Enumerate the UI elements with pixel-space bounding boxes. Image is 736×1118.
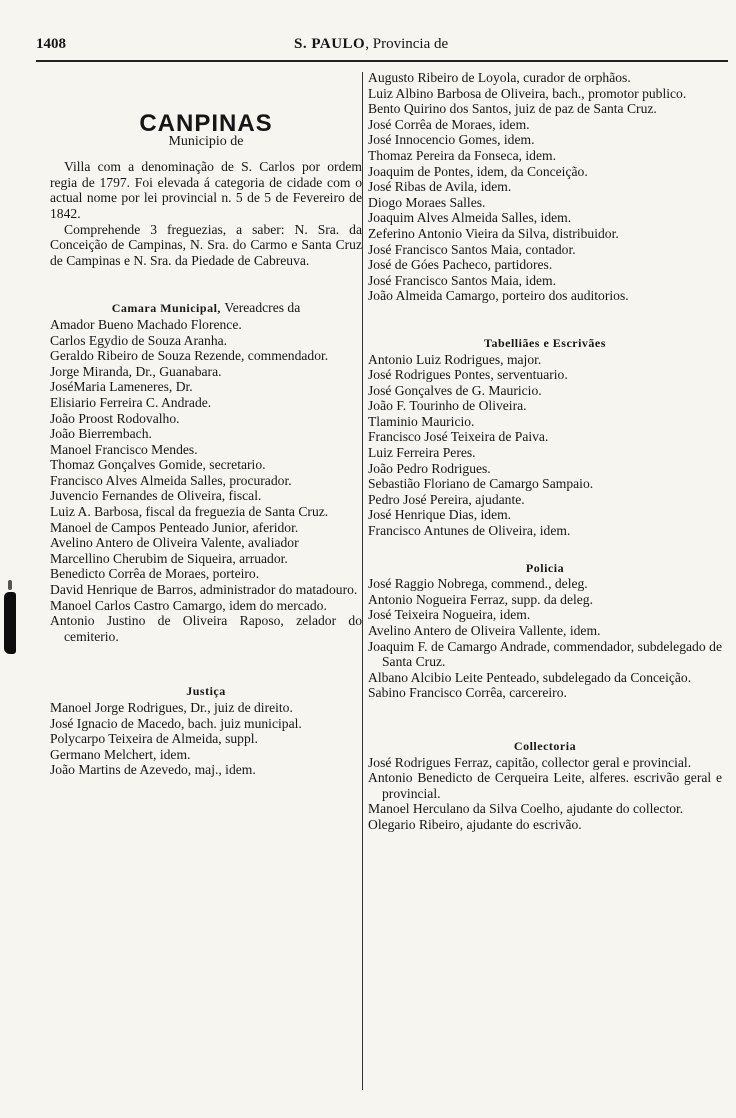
list-item: Zeferino Antonio Vieira da Silva, distribuidor. (368, 225, 619, 241)
list-item: Francisco José Teixeira de Paiva. (368, 429, 549, 445)
list-item: Francisco Antunes de Oliveira, idem. (368, 523, 571, 539)
list-item: Antonio Luiz Rodrigues, major. (368, 351, 542, 367)
list-item: José Rodrigues Ferraz, capitão, collector geral e provincial. (368, 754, 692, 770)
list-item: Amador Bueno Machado Florence. (50, 316, 242, 332)
page-header (36, 36, 726, 58)
column-divider (362, 72, 363, 1090)
list-item: Manoel de Campos Penteado Junior, aferidor. (50, 519, 299, 535)
municipality-subtitle: Municipio de (168, 133, 244, 149)
list-item: Elisiario Ferreira C. Andrade. (50, 394, 212, 410)
policia-heading: Policia (525, 560, 565, 575)
list-item: João Bierrembach. (50, 426, 152, 442)
list-item: Luiz Albino Barbosa de Oliveira, bach., promotor publico. (368, 85, 687, 101)
collectoria-heading: Collectoria (513, 738, 577, 753)
list-item: Antonio Justino de Oliveira Raposo, zelador do cemiterio. (50, 613, 362, 644)
list-item: Manoel Jorge Rodrigues, Dr., juiz de direito. (50, 700, 293, 715)
list-item: Polycarpo Teixeira de Almeida, suppl. (50, 731, 258, 747)
list-item: Tlaminio Mauricio. (368, 413, 475, 429)
list-item: Geraldo Ribeiro de Souza Rezende, commendador. (50, 348, 329, 364)
tabelliaes-heading: Tabelliães e Escrivães (484, 335, 606, 350)
list-item: José Ignacio de Macedo, bach. juiz municipal. (50, 715, 302, 731)
list-item: Sabino Francisco Corrêa, carcereiro. (368, 685, 567, 701)
list-item: Thomaz Gonçalves Gomide, secretario. (50, 457, 266, 473)
list-item: Joaquim F. de Camargo Andrade, commendador, subdelegado de Santa Cruz. (368, 638, 722, 670)
list-item: JoséMaria Lameneres, Dr. (50, 379, 193, 395)
running-title (294, 36, 448, 53)
list-item: Juvencio Fernandes de Oliveira, fiscal. (50, 488, 262, 504)
tabelliaes-list (368, 352, 722, 539)
camara-heading (50, 300, 362, 317)
list-item: Albano Alcibio Leite Penteado, subdelegado da Conceição. (368, 669, 692, 685)
list-item: Jorge Miranda, Dr., Guanabara. (50, 363, 222, 379)
list-item: Manoel Francisco Mendes. (50, 441, 198, 457)
list-item: Manoel Carlos Castro Camargo, idem do mercado. (50, 597, 327, 613)
list-item: Benedicto Corrêa de Moraes, porteiro. (50, 566, 260, 582)
list-item: Avelino Antero de Oliveira Valente, avaliador (50, 535, 299, 551)
justica-list (50, 700, 362, 778)
list-item: João Proost Rodovalho. (50, 410, 180, 426)
camara-heading-rest: Vereadcres da (224, 300, 301, 316)
list-item: José Rodrigues Pontes, serventuario. (368, 367, 568, 383)
list-item: Diogo Moraes Salles. (368, 194, 486, 210)
list-item: José Raggio Nobrega, commend., deleg. (368, 576, 588, 592)
list-item: José Corrêa de Moraes, idem. (368, 116, 530, 132)
municipality-title: CANPINAS (139, 110, 273, 137)
list-item: Avelino Antero de Oliveira Vallente, idem. (368, 623, 601, 638)
list-item: Joaquim de Pontes, idem, da Conceição. (368, 163, 588, 179)
scan-ink-blot (4, 592, 16, 654)
scan-speck (8, 580, 12, 590)
left-column (50, 70, 362, 778)
list-item: David Henrique de Barros, administrador do matadouro. (50, 582, 358, 598)
running-title-city: S. PAULO (294, 36, 366, 52)
collectoria-list (368, 755, 722, 833)
list-item: João F. Tourinho de Oliveira. (368, 398, 527, 414)
officials-list (368, 70, 722, 304)
list-item: José de Góes Pacheco, partidores. (368, 257, 553, 273)
list-item: João Almeida Camargo, porteiro dos auditorios. (368, 288, 629, 304)
list-item: Joaquim Alves Almeida Salles, idem. (368, 210, 572, 226)
policia-list (368, 576, 722, 701)
list-item: José Innocencio Gomes, idem. (368, 132, 535, 148)
list-item: João Martins de Azevedo, maj., idem. (50, 762, 256, 778)
list-item: Pedro José Pereira, ajudante. (368, 491, 525, 507)
list-item: José Francisco Santos Maia, idem. (368, 272, 557, 288)
list-item: Bento Quirino dos Santos, juiz de paz de Santa Cruz. (368, 101, 657, 117)
header-rule (36, 60, 728, 62)
list-item: Francisco Alves Almeida Salles, procurador. (50, 472, 292, 488)
list-item: Thomaz Pereira da Fonseca, idem. (368, 147, 556, 163)
list-item: Marcellino Cherubim de Siqueira, arruador. (50, 550, 288, 566)
camara-heading-bold: Camara Municipal, (111, 301, 221, 316)
list-item: Luiz Ferreira Peres. (368, 445, 476, 461)
list-item: Antonio Nogueira Ferraz, supp. da deleg. (368, 591, 593, 607)
list-item: João Pedro Rodrigues. (368, 460, 491, 476)
list-item: José Ribas de Avila, idem. (368, 179, 512, 195)
list-item: Carlos Egydio de Souza Aranha. (50, 332, 228, 348)
list-item: José Francisco Santos Maia, contador. (368, 241, 576, 257)
running-title-rest: , Provincia de (365, 36, 449, 52)
intro-paragraph: Villa com a denominação de S. Carlos por ordem regia de 1797. Foi elevada á categoria de cidade com o actual nome por lei provincial n. 5 de 5 de Fevereiro de 1842. (50, 159, 362, 221)
list-item: Germano Melchert, idem. (50, 746, 191, 762)
list-item: Antonio Benedicto de Cerqueira Leite, alferes. escrivão geral e provincial. (368, 770, 722, 801)
list-item: Olegario Ribeiro, ajudante do escrivão. (368, 816, 582, 832)
freguezias-paragraph: Comprehende 3 freguezias, a saber: N. Sra. da Conceição de Campinas, N. Sra. do Carmo e Santa Cruz de Campinas e N. Sra. da Piedade de Cabreuva. (50, 221, 362, 268)
list-item: Sebastião Floriano de Camargo Sampaio. (368, 476, 594, 492)
page-number: 1408 (36, 36, 66, 52)
list-item: Manoel Herculano da Silva Coelho, ajudante do collector. (368, 801, 684, 817)
camara-list (50, 317, 362, 644)
list-item: José Henrique Dias, idem. (368, 507, 512, 523)
list-item: José Gonçalves de G. Mauricio. (368, 382, 542, 398)
justica-heading: Justiça (186, 684, 226, 699)
right-column (368, 70, 722, 833)
list-item: Augusto Ribeiro de Loyola, curador de orphãos. (368, 70, 631, 85)
list-item: José Teixeira Nogueira, idem. (368, 607, 531, 623)
list-item: Luiz A. Barbosa, fiscal da freguezia de Santa Cruz. (50, 504, 329, 520)
